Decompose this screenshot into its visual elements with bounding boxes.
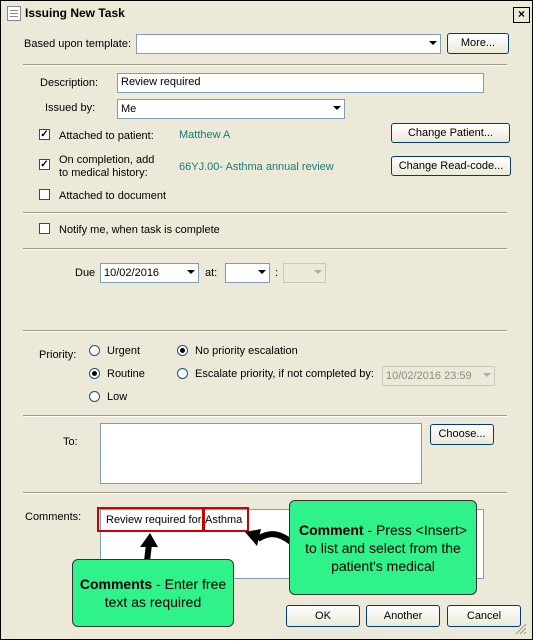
escalation-datetime-select[interactable]: 10/02/2016 23:59 (382, 366, 495, 386)
comments-text-inserted: Asthma (205, 514, 243, 526)
choose-button[interactable]: Choose... (430, 424, 494, 445)
due-label: Due (75, 267, 96, 279)
description-input[interactable]: Review required (117, 73, 484, 93)
attached-to-patient-label: Attached to patient: (59, 130, 154, 142)
comment-callout (289, 500, 477, 595)
add-to-history-checkbox[interactable]: ✓ (40, 159, 49, 170)
notify-label: Notify me, when task is complete (59, 224, 220, 236)
escalate-priority-label: Escalate priority, if not completed by: (195, 368, 374, 380)
close-button[interactable]: × (513, 7, 530, 23)
comments-text-free: Review required for (106, 514, 202, 526)
arrow-head-icon (245, 529, 261, 546)
patient-name: Matthew A (179, 129, 231, 141)
arrow-head-icon (140, 533, 158, 547)
issued-by-select[interactable]: Me (117, 99, 345, 119)
cancel-button[interactable]: Cancel (447, 605, 521, 627)
time-separator: : (275, 267, 279, 279)
comments-callout-title: Comments (79, 576, 153, 592)
priority-low-label: Low (107, 391, 128, 403)
comments-label: Comments: (25, 511, 82, 523)
change-patient-button[interactable]: Change Patient... (391, 123, 510, 143)
at-label: at: (205, 267, 218, 279)
template-label: Based upon template: (24, 38, 132, 50)
comments-callout-body: - Enter free text as required (104, 576, 227, 610)
read-code-value: 66YJ.00- Asthma annual review (179, 161, 334, 173)
priority-routine-label: Routine (107, 368, 145, 380)
resize-grip-icon[interactable] (515, 623, 527, 635)
due-date-select[interactable]: 10/02/2016 (100, 263, 199, 283)
attached-to-patient-checkbox[interactable]: ✓ (40, 129, 49, 140)
attached-to-document-label: Attached to document (59, 190, 167, 202)
priority-urgent-label: Urgent (107, 345, 141, 357)
priority-label: Priority: (39, 349, 77, 361)
comments-callout (72, 559, 234, 627)
another-button[interactable]: Another (366, 605, 440, 627)
arrow-to-inserted-text (258, 534, 291, 542)
description-label: Description: (40, 77, 99, 89)
change-read-code-button[interactable]: Change Read-code... (391, 156, 511, 176)
add-to-history-label-line1: On completion, add (59, 154, 155, 166)
ok-button[interactable]: OK (286, 605, 360, 627)
window-title: Issuing New Task (25, 6, 125, 20)
no-escalation-label: No priority escalation (195, 345, 298, 357)
add-to-history-label-line2: to medical history: (59, 167, 148, 179)
comment-callout-body: - Press <Insert> to list and select from the patient's medical (305, 522, 468, 574)
to-label: To: (63, 436, 78, 448)
issued-by-label: Issued by: (45, 102, 96, 114)
comment-callout-title: Comment (298, 522, 364, 538)
more-button[interactable]: More... (447, 33, 509, 54)
